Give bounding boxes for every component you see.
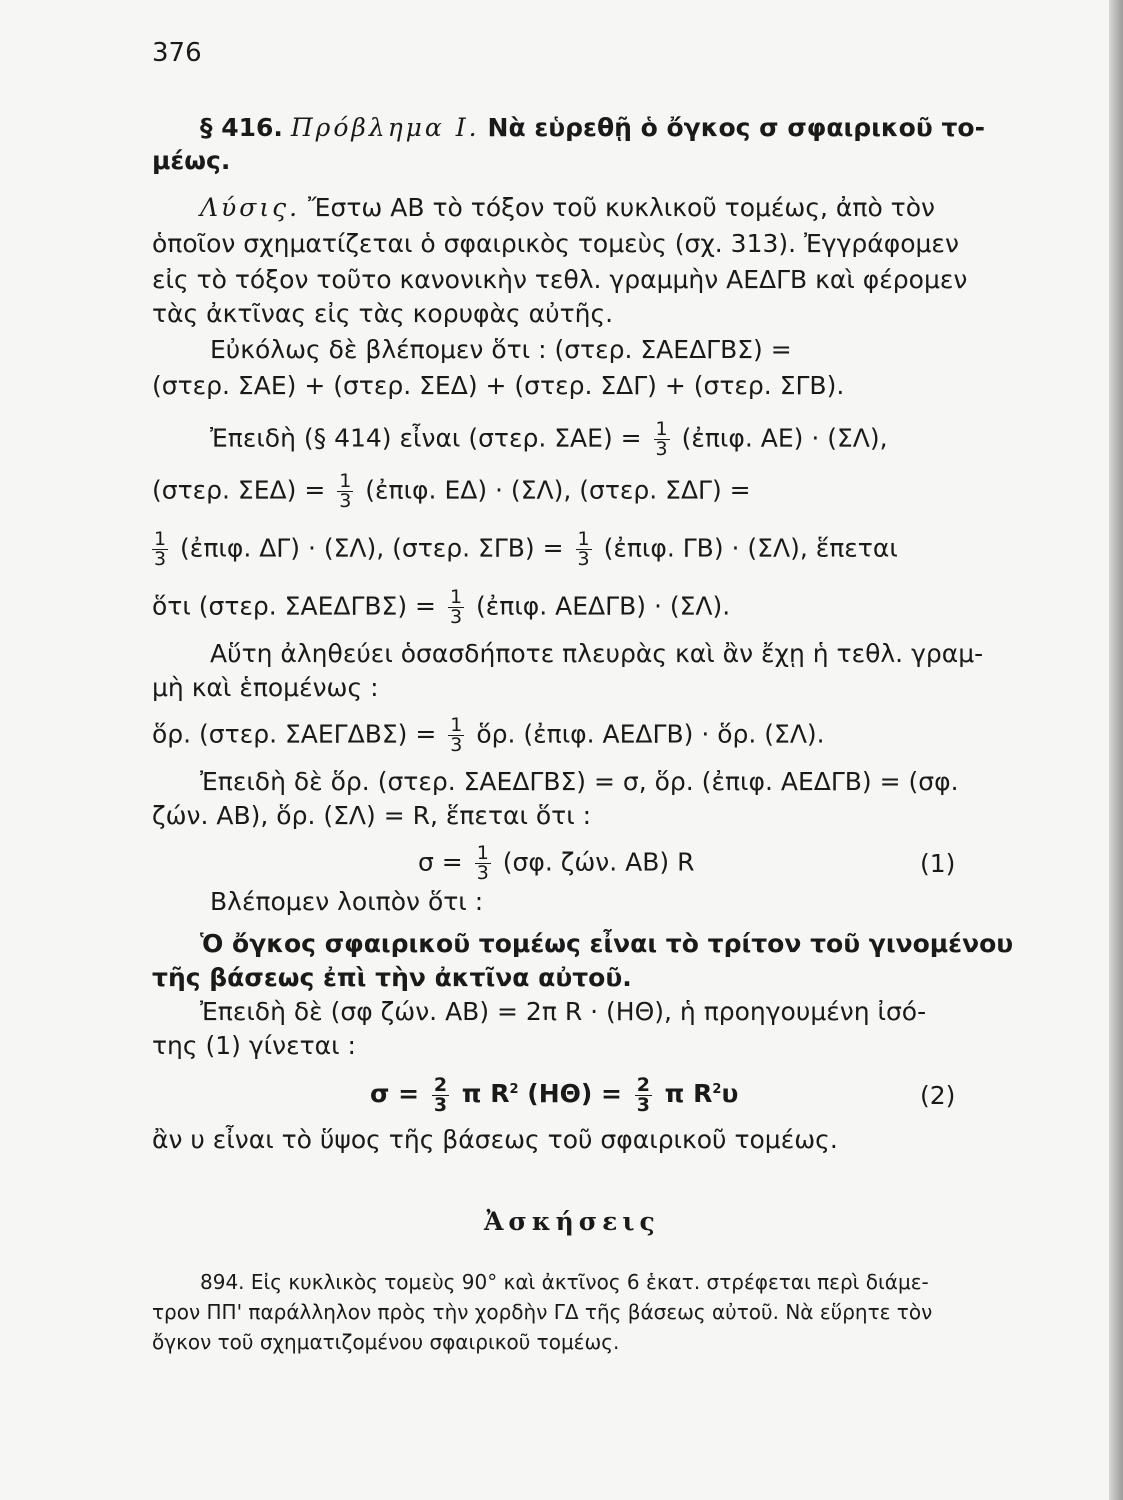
formula-line: $\frac{1}{3}$ (ἐπιφ. ΔΓ) · (ΣΛ), (στερ. ΣΓΒ) = $\frac{1}{3}$ (ἐπιφ. ΓΒ) · (ΣΛ), ἕπεται (154, 528, 898, 570)
page-gutter-shadow (1109, 0, 1123, 1500)
page-number: 376 (152, 38, 202, 68)
exercises-heading: Ἀσκήσεις (484, 1207, 660, 1236)
fraction-one-third: $\frac{1}{3}$ (154, 528, 167, 570)
solution-line: ἂν υ εἶναι τὸ ὕψος τῆς βάσεως τοῦ σφαιρικοῦ τομέως. (152, 1125, 838, 1154)
solution-line: ὁποῖον σχηματίζεται ὁ σφαιρικὸς τομεὺς (σχ. 313). Ἐγγράφομεν (152, 229, 959, 258)
fraction-two-thirds: $\frac{2}{3}$ (433, 1073, 448, 1116)
solution-line: της (1) γίνεται : (152, 1031, 356, 1060)
solution-line: Βλέπομεν λοιπὸν ὅτι : (210, 887, 484, 916)
exercise-894-cont: ὄγκον τοῦ σχηματιζομένου σφαιρικοῦ τομέως. (152, 1330, 620, 1354)
solution-line: τὰς ἀκτῖνας εἰς τὰς κορυφὰς αὐτῆς. (152, 299, 614, 328)
solution-line: Ἐπειδὴ δὲ ὅρ. (στερ. ΣΑΕΔΓΒΣ) = σ, ὅρ. (ἐπιφ. ΑΕΔΓΒ) = (σφ. (200, 767, 959, 796)
fraction-one-third: $\frac{1}{3}$ (577, 528, 590, 570)
equation-1-number: (1) (920, 849, 956, 878)
theorem-line: Ὁ ὄγκος σφαιρικοῦ τομέως εἶναι τὸ τρίτον τοῦ γινομένου (200, 929, 1014, 958)
solution-line: εἰς τὸ τόξον τοῦτο κανονικὴν τεθλ. γραμμὴν ΑΕΔΓΒ καὶ φέρομεν (152, 265, 968, 294)
fraction-one-third: $\frac{1}{3}$ (450, 714, 463, 756)
solution-line: ζών. ΑΒ), ὅρ. (ΣΛ) = R, ἕπεται ὅτι : (152, 801, 592, 830)
equation-2-number: (2) (920, 1081, 956, 1110)
exercise-894-cont: τρον ΠΠ' παράλληλον πρὸς τὴν χορδὴν ΓΔ τῆς βάσεως αὐτοῦ. Νὰ εὕρητε τὸν (152, 1300, 933, 1324)
solution-line: μὴ καὶ ἑπομένως : (152, 673, 379, 702)
formula-line: (στερ. ΣΕΔ) = $\frac{1}{3}$ (ἐπιφ. ΕΔ) · (ΣΛ), (στερ. ΣΔΓ) = (152, 470, 751, 512)
equation-1: σ = $\frac{1}{3}$ (σφ. ζών. ΑΒ) R (418, 842, 695, 884)
theorem-line: τῆς βάσεως ἐπὶ τὴν ἀκτῖνα αὐτοῦ. (152, 963, 632, 992)
formula-line: ὅτι (στερ. ΣΑΕΔΓΒΣ) = $\frac{1}{3}$ (ἐπιφ. ΑΕΔΓΒ) · (ΣΛ). (152, 586, 731, 628)
formula-line: Ἐπειδὴ (§ 414) εἶναι (στερ. ΣΑΕ) = $\frac{1}{3}$ (ἐπιφ. ΑΕ) · (ΣΛ), (210, 418, 888, 460)
solution-line: Λύσις. Ἔστω ΑΒ τὸ τόξον τοῦ κυκλικοῦ τομέως, ἀπὸ τὸν (200, 193, 935, 222)
solution-line: Ἐπειδὴ δὲ (σφ ζών. ΑΒ) = 2π R · (ΗΘ), ἡ προηγουμένη ἰσό- (200, 997, 927, 1026)
solution-line: Αὕτη ἀληθεύει ὁσασδήποτε πλευρὰς καὶ ἂν ἔχῃ ἡ τεθλ. γραμ- (210, 639, 984, 668)
fraction-one-third: $\frac{1}{3}$ (449, 586, 463, 628)
section-heading: § 416. Πρόβλημα I. Νὰ εὑρεθῇ ὁ ὄγκος σ σφαιρικοῦ το- (200, 113, 985, 142)
equation-2: σ = $\frac{2}{3}$ π $R^2$ (ΗΘ) = $\frac{2}{3}$ π $R^2\upsilon$ (370, 1073, 739, 1116)
solution-line: Εὐκόλως δὲ βλέπομεν ὅτι : (στερ. ΣΑΕΔΓΒΣ) = (210, 335, 792, 364)
section-heading-cont: μέως. (152, 146, 231, 175)
fraction-one-third: $\frac{1}{3}$ (339, 470, 352, 512)
fraction-one-third: $\frac{1}{3}$ (476, 842, 489, 884)
exercise-894: 894. Εἰς κυκλικὸς τομεὺς 90° καὶ ἀκτῖνος 6 ἑκατ. στρέφεται περὶ διάμε- (200, 1270, 929, 1294)
formula-line: ὅρ. (στερ. ΣΑΕΓΔΒΣ) = $\frac{1}{3}$ ὅρ. (ἐπιφ. ΑΕΔΓΒ) · ὅρ. (ΣΛ). (152, 714, 825, 756)
fraction-two-thirds: $\frac{2}{3}$ (636, 1073, 650, 1116)
fraction-one-third: $\frac{1}{3}$ (655, 418, 668, 460)
solution-line: (στερ. ΣΑΕ) + (στερ. ΣΕΔ) + (στερ. ΣΔΓ) + (στερ. ΣΓΒ). (152, 371, 845, 400)
